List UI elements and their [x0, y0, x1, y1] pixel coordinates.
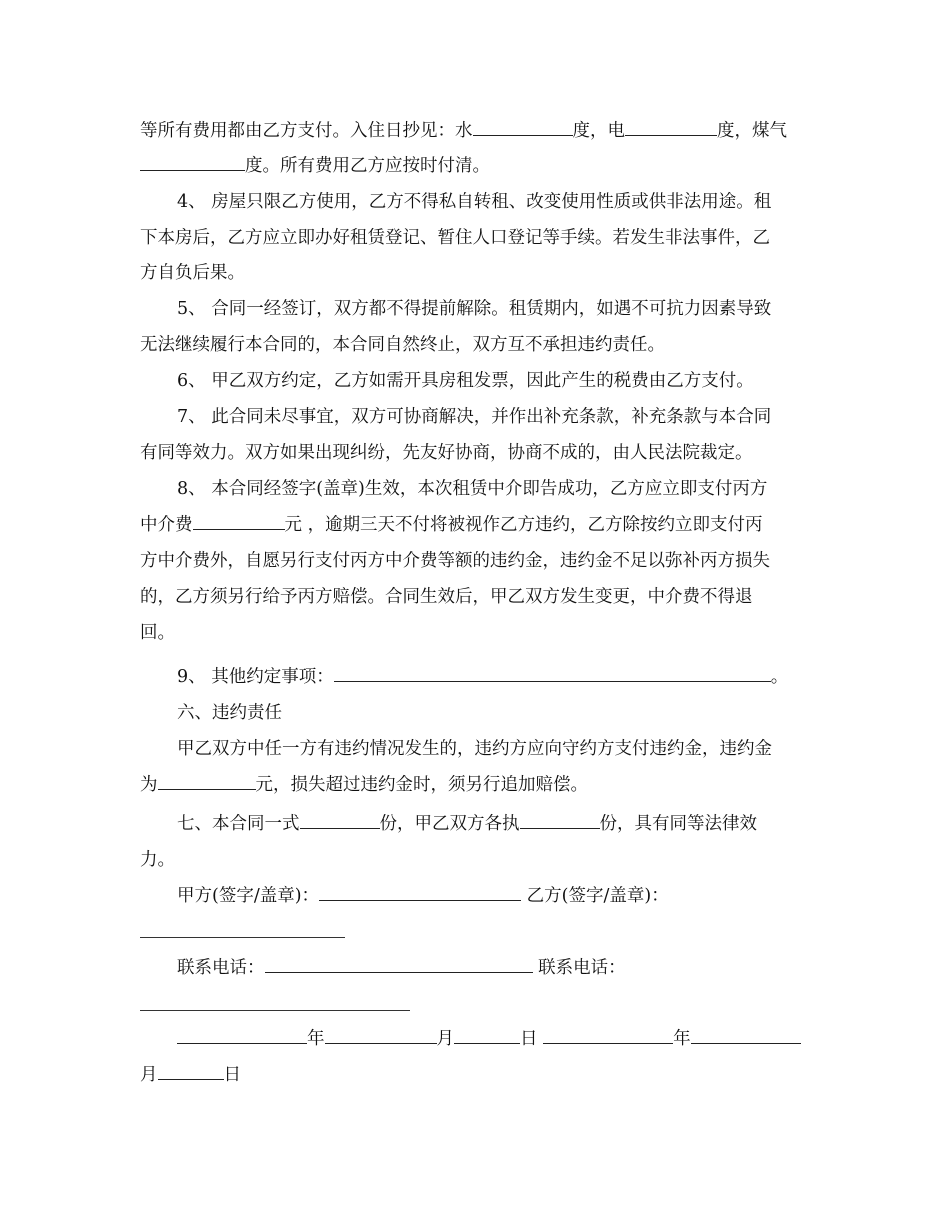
clause-4-line-3 — [140, 261, 812, 285]
section-7-line-2 — [140, 848, 812, 872]
text: 年 — [307, 1029, 325, 1049]
text: 中介费 — [140, 515, 193, 535]
party-a-month-blank[interactable] — [325, 1027, 437, 1044]
text: 方中介费外，自愿另行支付丙方中介费等额的违约金，违约金不足以弥补丙方损失 — [140, 551, 770, 571]
party-a-day-blank[interactable] — [454, 1027, 520, 1044]
penalty-amount-blank[interactable] — [158, 773, 256, 790]
agency-fee-blank[interactable] — [193, 513, 285, 530]
date-line-1 — [177, 1027, 812, 1051]
clause-8-line-3 — [140, 549, 812, 573]
party-a-phone-blank[interactable] — [265, 956, 533, 973]
clause-9-line — [177, 665, 812, 689]
date-line-2 — [140, 1063, 812, 1087]
clause-8-line-5 — [140, 621, 812, 645]
text: 日 — [520, 1029, 538, 1049]
text: 9、 其他约定事项： — [177, 667, 334, 687]
party-b-signature-label: 乙方(签字/盖章)： — [526, 886, 669, 906]
text: 份，具有同等法律效 — [599, 814, 757, 834]
party-a-year-blank[interactable] — [177, 1027, 307, 1044]
clause-5-line-2 — [140, 333, 812, 357]
text: 为 — [140, 775, 158, 795]
text: 度，电 — [572, 121, 625, 141]
other-terms-blank[interactable] — [334, 665, 771, 682]
text: 8、 本合同经签字(盖章)生效，本次租赁中介即告成功，乙方应立即支付丙方 — [177, 479, 768, 499]
clause-8-line-1 — [177, 477, 812, 501]
text: 的，乙方须另行给予丙方赔偿。合同生效后，甲乙双方发生变更，中介费不得退 — [140, 587, 753, 607]
text: 元，损失超过违约金时，须另行追加赔偿。 — [255, 775, 588, 795]
party-b-signature-blank[interactable] — [140, 937, 345, 938]
text: 元 ，逾期三天不付将被视作乙方违约，乙方除按约立即支付丙 — [284, 515, 763, 535]
text: 度，煤气 — [717, 121, 787, 141]
phone-line — [177, 956, 812, 980]
text: 有同等效力。双方如果出现纠纷，先友好协商，协商不成的，由人民法院裁定。 — [140, 443, 753, 463]
text: 月 — [436, 1029, 454, 1049]
party-b-phone-blank[interactable] — [140, 1010, 410, 1011]
text: 年 — [673, 1029, 691, 1049]
utilities-line-1 — [140, 119, 812, 143]
section-6-line-1 — [177, 737, 812, 761]
clause-4-line-1 — [177, 190, 812, 214]
text: 力。 — [140, 850, 175, 870]
clause-7-line-2 — [140, 441, 812, 465]
text: 下本房后，乙方应立即办好租赁登记、暂住人口登记等手续。若发生非法事件，乙 — [140, 228, 770, 248]
text: 七、本合同一式 — [177, 814, 300, 834]
clause-8-line-2 — [140, 513, 812, 537]
copies-each-blank[interactable] — [520, 812, 600, 829]
party-b-phone-label: 联系电话： — [538, 958, 626, 978]
text: 4、 房屋只限乙方使用，乙方不得私自转租、改变使用性质或供非法用途。租 — [177, 192, 772, 212]
section-6-line-2 — [140, 773, 812, 797]
copies-total-blank[interactable] — [300, 812, 380, 829]
water-reading-blank[interactable] — [473, 119, 573, 136]
text: 等所有费用都由乙方支付。入住日抄见：水 — [140, 121, 473, 141]
signature-line — [177, 884, 812, 908]
section-6-title — [177, 701, 812, 725]
text: 六、违约责任 — [177, 703, 282, 723]
text: 无法继续履行本合同的，本合同自然终止，双方互不承担违约责任。 — [140, 335, 665, 355]
clause-5-line-1 — [177, 297, 812, 321]
text: 7、 此合同未尽事宜，双方可协商解决，并作出补充条款，补充条款与本合同 — [177, 407, 772, 427]
clause-6-line-1 — [177, 369, 812, 393]
party-a-phone-label: 联系电话： — [177, 958, 265, 978]
clause-7-line-1 — [177, 405, 812, 429]
text: 5、 合同一经签订，双方都不得提前解除。租赁期内，如遇不可抗力因素导致 — [177, 299, 772, 319]
utilities-line-2 — [140, 154, 812, 178]
party-b-day-blank[interactable] — [158, 1063, 224, 1080]
text: 6、 甲乙双方约定，乙方如需开具房租发票，因此产生的税费由乙方支付。 — [177, 371, 754, 391]
text: 份，甲乙双方各执 — [379, 814, 520, 834]
gas-reading-blank[interactable] — [140, 154, 245, 171]
text: 。 — [770, 667, 789, 687]
party-a-signature-blank[interactable] — [319, 884, 521, 901]
party-a-signature-label: 甲方(签字/盖章)： — [177, 886, 320, 906]
text: 方自负后果。 — [140, 263, 245, 283]
clause-8-line-4 — [140, 585, 812, 609]
section-7-line-1 — [177, 812, 812, 836]
text: 回。 — [140, 623, 175, 643]
party-b-month-blank[interactable] — [691, 1027, 801, 1044]
clause-4-line-2 — [140, 226, 812, 250]
text: 月 — [140, 1065, 158, 1085]
text: 度。所有费用乙方应按时付清。 — [245, 156, 490, 176]
text: 日 — [223, 1065, 241, 1085]
party-b-year-blank[interactable] — [543, 1027, 673, 1044]
electricity-reading-blank[interactable] — [625, 119, 717, 136]
text: 甲乙双方中任一方有违约情况发生的，违约方应向守约方支付违约金，违约金 — [177, 739, 772, 759]
